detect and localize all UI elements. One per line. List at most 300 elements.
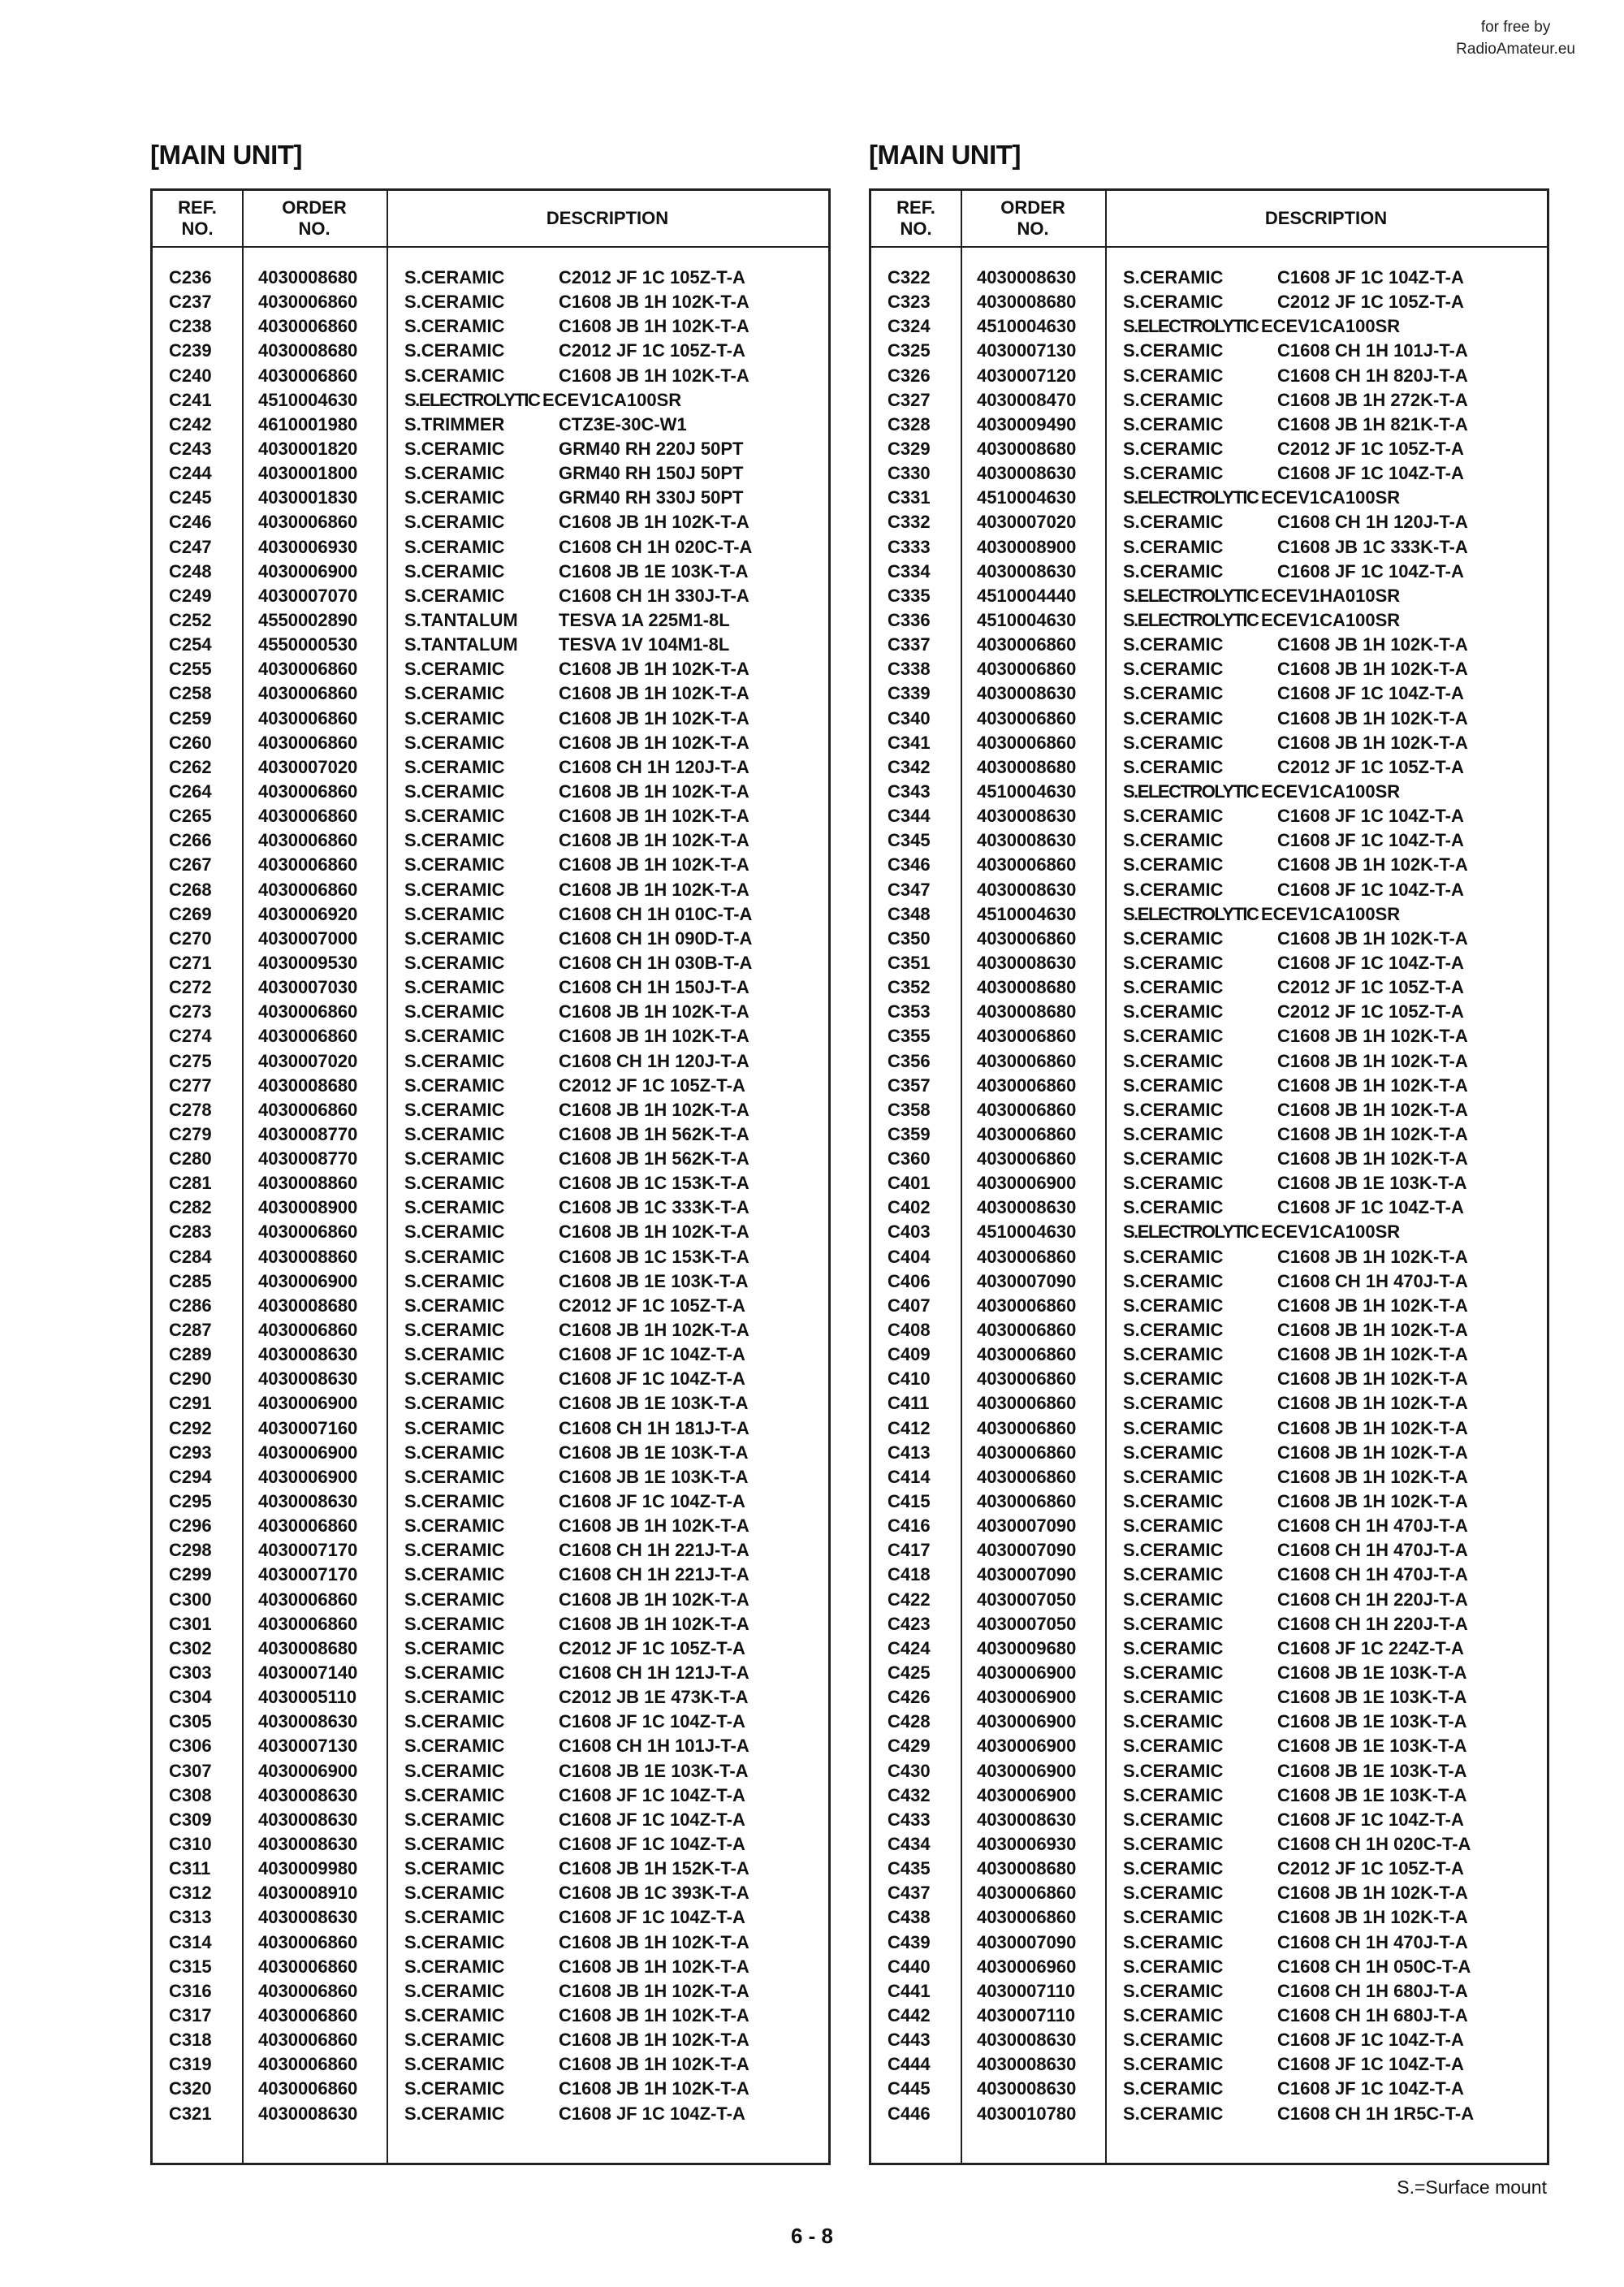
part-spec-cell: C1608 JB 1C 333K-T-A bbox=[559, 1197, 749, 1218]
ref-no-cell: C442 bbox=[888, 2004, 931, 2025]
ref-no-cell: C330 bbox=[888, 463, 931, 484]
order-no-cell: 4030009530 bbox=[258, 952, 358, 973]
part-spec-cell: ECEV1CA100SR bbox=[1261, 780, 1401, 802]
order-no-cell: 4030008470 bbox=[977, 389, 1077, 410]
order-no-cell: 4030007090 bbox=[977, 1270, 1077, 1291]
ref-no-cell: C346 bbox=[888, 854, 931, 875]
table-row bbox=[871, 2102, 1547, 2126]
ref-no-cell: C243 bbox=[169, 438, 212, 459]
part-type-cell: S.CERAMIC bbox=[404, 756, 505, 777]
part-type-cell: S.CERAMIC bbox=[1123, 1662, 1224, 1684]
part-spec-cell: GRM40 RH 330J 50PT bbox=[559, 487, 744, 508]
order-no-cell: 4030006860 bbox=[258, 512, 358, 533]
ref-no-header: REF. NO. bbox=[178, 197, 217, 239]
table-row bbox=[871, 1734, 1547, 1758]
table-row bbox=[153, 1441, 828, 1465]
table-row bbox=[871, 1661, 1547, 1685]
part-type-cell: S.CERAMIC bbox=[1123, 389, 1224, 410]
left-section-title: [MAIN UNIT] bbox=[150, 140, 302, 170]
page-number: 6 - 8 bbox=[790, 2224, 834, 2248]
order-no-cell: 4030006860 bbox=[977, 1466, 1077, 1487]
part-type-cell: S.CERAMIC bbox=[1123, 1417, 1224, 1438]
part-spec-cell: C1608 JB 1E 103K-T-A bbox=[559, 1760, 749, 1781]
ref-no-cell: C418 bbox=[888, 1564, 931, 1585]
order-no-cell: 4030008630 bbox=[977, 806, 1077, 827]
part-type-cell: S.CERAMIC bbox=[1123, 1687, 1224, 1708]
ref-no-cell: C314 bbox=[169, 1931, 212, 1952]
order-no-cell: 4030008630 bbox=[977, 560, 1077, 581]
part-type-cell: S.CERAMIC bbox=[1123, 756, 1224, 777]
part-type-cell: S.CERAMIC bbox=[404, 1637, 505, 1658]
ref-no-cell: C282 bbox=[169, 1197, 212, 1218]
ref-no-cell: C403 bbox=[888, 1221, 931, 1243]
part-spec-cell: C1608 CH 1H 221J-T-A bbox=[559, 1540, 749, 1561]
order-no-cell: 4030008630 bbox=[977, 830, 1077, 851]
ref-no-cell: C259 bbox=[169, 707, 212, 728]
part-spec-cell: C1608 JB 1H 102K-T-A bbox=[559, 1613, 749, 1634]
table-row bbox=[153, 2004, 828, 2028]
part-type-cell: S.CERAMIC bbox=[404, 1197, 505, 1218]
part-spec-cell: C1608 CH 1H 020C-T-A bbox=[1277, 1834, 1471, 1854]
ref-no-cell: C426 bbox=[888, 1687, 931, 1708]
part-spec-cell: C2012 JF 1C 105Z-T-A bbox=[559, 340, 745, 361]
part-type-cell: S.CERAMIC bbox=[1123, 1320, 1224, 1341]
ref-no-cell: C255 bbox=[169, 659, 212, 680]
order-no-cell: 4030006860 bbox=[258, 1320, 358, 1341]
part-spec-cell: C1608 CH 1H 121J-T-A bbox=[559, 1662, 749, 1684]
ref-no-cell: C434 bbox=[888, 1834, 931, 1854]
order-no-cell: 4030006860 bbox=[258, 2078, 358, 2099]
table-row bbox=[871, 1685, 1547, 1710]
part-spec-cell: C1608 JF 1C 104Z-T-A bbox=[559, 1809, 745, 1830]
order-no-cell: 4030006900 bbox=[258, 1760, 358, 1781]
ref-no-cell: C280 bbox=[169, 1148, 212, 1169]
order-no-cell: 4510004630 bbox=[977, 609, 1077, 630]
table-row bbox=[871, 2077, 1547, 2101]
part-type-cell: S.CERAMIC bbox=[1123, 2103, 1224, 2124]
order-no-cell: 4030008630 bbox=[977, 2054, 1077, 2075]
part-spec-cell: C1608 JB 1H 102K-T-A bbox=[1277, 1491, 1468, 1512]
part-spec-cell: C1608 CH 1H 470J-T-A bbox=[1277, 1564, 1468, 1585]
order-no-cell: 4030007130 bbox=[258, 1736, 358, 1757]
part-type-cell: S.CERAMIC bbox=[404, 438, 505, 459]
order-no-cell: 4030008860 bbox=[258, 1246, 358, 1267]
order-no-cell: 4030006860 bbox=[977, 1883, 1077, 1904]
table-row bbox=[153, 486, 828, 510]
part-spec-cell: C1608 JB 1E 103K-T-A bbox=[559, 1442, 749, 1463]
part-spec-cell: C1608 CH 1H 470J-T-A bbox=[1277, 1270, 1468, 1291]
part-type-cell: S.CERAMIC bbox=[1123, 1123, 1224, 1144]
order-no-cell: 4030006860 bbox=[977, 1050, 1077, 1071]
table-row bbox=[871, 535, 1547, 560]
table-row bbox=[871, 927, 1547, 951]
order-no-cell: 4510004440 bbox=[977, 585, 1077, 606]
part-spec-cell: C1608 JB 1H 102K-T-A bbox=[559, 2054, 749, 2075]
table-row bbox=[871, 1538, 1547, 1563]
ref-no-cell: C324 bbox=[888, 316, 931, 337]
table-row bbox=[871, 1074, 1547, 1098]
ref-no-cell: C333 bbox=[888, 536, 931, 557]
table-row bbox=[871, 584, 1547, 608]
order-no-cell: 4030005110 bbox=[258, 1687, 357, 1708]
order-no-cell: 4030008630 bbox=[258, 1907, 358, 1928]
part-type-cell: S.CERAMIC bbox=[1123, 1270, 1224, 1291]
part-spec-cell: C1608 JB 1H 562K-T-A bbox=[559, 1123, 749, 1144]
part-type-cell: S.CERAMIC bbox=[404, 977, 505, 998]
order-no-cell: 4030007050 bbox=[977, 1589, 1077, 1610]
order-no-cell: 4030008630 bbox=[977, 463, 1077, 484]
ref-no-cell: C246 bbox=[169, 512, 212, 533]
part-type-cell: S.CERAMIC bbox=[404, 1540, 505, 1561]
part-type-cell: S.CERAMIC bbox=[404, 879, 505, 900]
table-row bbox=[871, 486, 1547, 510]
part-type-cell: S.CERAMIC bbox=[404, 830, 505, 851]
order-no-cell: 4030006900 bbox=[258, 1442, 358, 1463]
left-parts-table bbox=[150, 188, 831, 2165]
order-no-cell: 4510004630 bbox=[977, 1221, 1077, 1243]
part-spec-cell: C1608 JB 1C 153K-T-A bbox=[559, 1173, 749, 1194]
part-spec-cell: C1608 CH 1H 181J-T-A bbox=[559, 1417, 749, 1438]
ref-no-cell: C328 bbox=[888, 413, 931, 434]
ref-no-cell: C258 bbox=[169, 683, 212, 704]
surface-mount-note: S.=Surface mount bbox=[1397, 2177, 1547, 2198]
ref-no-cell: C332 bbox=[888, 512, 931, 533]
ref-no-cell: C249 bbox=[169, 585, 212, 606]
order-no-cell: 4030006900 bbox=[258, 1466, 358, 1487]
part-type-cell: S.CERAMIC bbox=[1123, 1736, 1224, 1757]
table-row bbox=[871, 1563, 1547, 1587]
part-spec-cell: C1608 JB 1H 102K-T-A bbox=[1277, 1026, 1468, 1047]
table-row bbox=[153, 853, 828, 877]
table-row bbox=[871, 902, 1547, 927]
ref-no-cell: C248 bbox=[169, 560, 212, 581]
ref-no-cell: C341 bbox=[888, 732, 931, 753]
ref-no-cell: C320 bbox=[169, 2078, 212, 2099]
ref-no-cell: C340 bbox=[888, 707, 931, 728]
ref-no-cell: C274 bbox=[169, 1026, 212, 1047]
part-spec-cell: C1608 JB 1H 102K-T-A bbox=[1277, 1907, 1468, 1928]
order-no-cell: 4030007090 bbox=[977, 1931, 1077, 1952]
part-type-cell: S.CERAMIC bbox=[404, 1099, 505, 1120]
table-row bbox=[153, 1685, 828, 1710]
part-type-cell: S.CERAMIC bbox=[1123, 707, 1224, 728]
order-no-cell: 4030006860 bbox=[977, 1295, 1077, 1316]
part-type-cell: S.CERAMIC bbox=[404, 1368, 505, 1390]
ref-no-cell: C254 bbox=[169, 634, 212, 655]
order-no-cell: 4030006860 bbox=[258, 732, 358, 753]
order-no-cell: 4030006860 bbox=[977, 659, 1077, 680]
part-type-cell: S.CERAMIC bbox=[1123, 1834, 1224, 1854]
part-spec-cell: C1608 JF 1C 104Z-T-A bbox=[559, 1491, 745, 1512]
part-type-cell: S.CERAMIC bbox=[1123, 463, 1224, 484]
order-no-cell: 4510004630 bbox=[977, 316, 1077, 337]
ref-no-cell: C321 bbox=[169, 2103, 212, 2124]
table-row bbox=[871, 853, 1547, 877]
part-spec-cell: C1608 JB 1H 102K-T-A bbox=[559, 512, 749, 533]
order-no-cell: 4030006860 bbox=[258, 365, 358, 386]
table-row bbox=[153, 560, 828, 584]
table-row bbox=[871, 1195, 1547, 1220]
ref-no-cell: C337 bbox=[888, 634, 931, 655]
part-spec-cell: C1608 JB 1H 102K-T-A bbox=[559, 1001, 749, 1022]
order-no-cell: 4030007160 bbox=[258, 1417, 358, 1438]
table-row bbox=[871, 828, 1547, 853]
part-type-cell: S.CERAMIC bbox=[404, 2078, 505, 2099]
ref-no-cell: C279 bbox=[169, 1123, 212, 1144]
part-type-cell: S.CERAMIC bbox=[1123, 1980, 1224, 2001]
table-row bbox=[871, 339, 1547, 363]
order-no-cell: 4030008860 bbox=[258, 1173, 358, 1194]
order-no-cell: 4030006860 bbox=[977, 1417, 1077, 1438]
table-row bbox=[871, 1465, 1547, 1489]
part-spec-cell: C1608 CH 1H 820J-T-A bbox=[1277, 365, 1468, 386]
order-no-cell: 4030006860 bbox=[977, 707, 1077, 728]
order-no-cell: 4030006860 bbox=[258, 683, 358, 704]
ref-no-cell: C309 bbox=[169, 1809, 212, 1830]
part-type-cell: S.CERAMIC bbox=[404, 1564, 505, 1585]
table-row bbox=[871, 1098, 1547, 1122]
order-no-cell: 4030006860 bbox=[977, 634, 1077, 655]
table-row bbox=[153, 1759, 828, 1783]
ref-no-cell: C307 bbox=[169, 1760, 212, 1781]
part-type-cell: S.CERAMIC bbox=[404, 2054, 505, 2075]
part-spec-cell: C1608 JB 1H 102K-T-A bbox=[559, 316, 749, 337]
ref-no-cell: C316 bbox=[169, 1980, 212, 2001]
part-spec-cell: C1608 JB 1H 102K-T-A bbox=[559, 292, 749, 313]
table-row bbox=[153, 1710, 828, 1734]
ref-no-cell: C345 bbox=[888, 830, 931, 851]
table-row bbox=[153, 755, 828, 780]
order-no-cell: 4030008630 bbox=[977, 2030, 1077, 2051]
part-spec-cell: C1608 CH 1H 220J-T-A bbox=[1277, 1613, 1468, 1634]
order-no-cell: 4030006860 bbox=[258, 292, 358, 313]
ref-no-cell: C295 bbox=[169, 1491, 212, 1512]
order-no-cell: 4030010780 bbox=[977, 2103, 1077, 2124]
ref-no-cell: C356 bbox=[888, 1050, 931, 1071]
table-row bbox=[871, 1832, 1547, 1857]
part-spec-cell: C1608 CH 1H 120J-T-A bbox=[1277, 512, 1468, 533]
order-no-cell: 4030006860 bbox=[258, 1980, 358, 2001]
part-type-cell: S.CERAMIC bbox=[1123, 952, 1224, 973]
order-no-cell: 4550002890 bbox=[258, 609, 358, 630]
part-type-cell: S.CERAMIC bbox=[1123, 1540, 1224, 1561]
part-type-cell: S.CERAMIC bbox=[404, 1515, 505, 1537]
table-row bbox=[153, 413, 828, 437]
part-spec-cell: C1608 JB 1H 102K-T-A bbox=[1277, 732, 1468, 753]
ref-no-cell: C413 bbox=[888, 1442, 931, 1463]
part-spec-cell: C1608 JF 1C 104Z-T-A bbox=[1277, 952, 1464, 973]
ref-no-cell: C277 bbox=[169, 1074, 212, 1096]
ref-no-cell: C441 bbox=[888, 1980, 931, 2001]
part-type-cell: S.CERAMIC bbox=[1123, 1466, 1224, 1487]
order-no-cell: 4030008630 bbox=[977, 879, 1077, 900]
part-type-cell: S.CERAMIC bbox=[404, 365, 505, 386]
table-row bbox=[871, 1612, 1547, 1636]
part-type-cell: S.CERAMIC bbox=[404, 463, 505, 484]
part-type-cell: S.CERAMIC bbox=[404, 1173, 505, 1194]
table-row bbox=[871, 1955, 1547, 1979]
ref-no-cell: C417 bbox=[888, 1540, 931, 1561]
part-type-cell: S.CERAMIC bbox=[1123, 977, 1224, 998]
table-row bbox=[871, 1881, 1547, 1905]
part-type-cell: S.CERAMIC bbox=[1123, 1784, 1224, 1805]
ref-no-cell: C424 bbox=[888, 1637, 931, 1658]
table-row bbox=[871, 1710, 1547, 1734]
part-spec-cell: C1608 JB 1E 103K-T-A bbox=[559, 1270, 749, 1291]
part-spec-cell: C1608 CH 1H 220J-T-A bbox=[1277, 1589, 1468, 1610]
part-type-cell: S.CERAMIC bbox=[1123, 560, 1224, 581]
table-row bbox=[153, 1588, 828, 1612]
part-type-cell: S.ELECTROLYTIC bbox=[1123, 585, 1259, 606]
ref-no-cell: C326 bbox=[888, 365, 931, 386]
part-spec-cell: C1608 JB 1E 103K-T-A bbox=[1277, 1173, 1467, 1194]
part-spec-cell: ECEV1HA010SR bbox=[1261, 585, 1401, 606]
part-type-cell: S.CERAMIC bbox=[404, 267, 505, 287]
table-row bbox=[153, 266, 828, 290]
part-spec-cell: C1608 JB 1H 102K-T-A bbox=[559, 1026, 749, 1047]
part-type-cell: S.CERAMIC bbox=[404, 1858, 505, 1879]
part-type-cell: S.CERAMIC bbox=[404, 1393, 505, 1414]
order-no-cell: 4030006900 bbox=[977, 1760, 1077, 1781]
part-spec-cell: C1608 CH 1H 680J-T-A bbox=[1277, 1980, 1468, 2001]
part-type-cell: S.CERAMIC bbox=[404, 1417, 505, 1438]
ref-no-cell: C329 bbox=[888, 438, 931, 459]
order-no-cell: 4030009680 bbox=[977, 1637, 1077, 1658]
order-no-cell: 4030006860 bbox=[977, 732, 1077, 753]
order-no-cell: 4030006860 bbox=[977, 1907, 1077, 1928]
order-no-cell: 4030006860 bbox=[258, 316, 358, 337]
part-spec-cell: C1608 CH 1H 120J-T-A bbox=[559, 1050, 749, 1071]
order-no-cell: 4030008630 bbox=[258, 2103, 358, 2124]
part-type-cell: S.CERAMIC bbox=[1123, 1613, 1224, 1634]
ref-no-cell: C411 bbox=[888, 1393, 930, 1414]
order-no-cell: 4030008770 bbox=[258, 1148, 358, 1169]
ref-no-cell: C267 bbox=[169, 854, 212, 875]
order-no-cell: 4030006900 bbox=[977, 1687, 1077, 1708]
order-no-cell: 4610001980 bbox=[258, 413, 358, 434]
part-type-cell: S.CERAMIC bbox=[1123, 365, 1224, 386]
order-no-cell: 4030006860 bbox=[977, 1491, 1077, 1512]
ref-no-cell: C244 bbox=[169, 463, 212, 484]
table-row bbox=[153, 804, 828, 828]
table-row bbox=[153, 633, 828, 657]
order-no-cell: 4030006860 bbox=[258, 830, 358, 851]
order-no-cell: 4030001800 bbox=[258, 463, 358, 484]
part-type-cell: S.CERAMIC bbox=[404, 585, 505, 606]
ref-no-cell: C301 bbox=[169, 1613, 212, 1634]
ref-no-cell: C435 bbox=[888, 1858, 931, 1879]
ref-no-cell: C237 bbox=[169, 292, 212, 313]
order-no-cell: 4030006860 bbox=[258, 1515, 358, 1537]
part-spec-cell: C2012 JF 1C 105Z-T-A bbox=[1277, 1858, 1464, 1879]
order-no-cell: 4030007030 bbox=[258, 977, 358, 998]
table-row bbox=[871, 560, 1547, 584]
table-row bbox=[871, 1905, 1547, 1930]
part-spec-cell: C2012 JF 1C 105Z-T-A bbox=[1277, 756, 1464, 777]
table-row bbox=[871, 731, 1547, 755]
order-no-cell: 4030006860 bbox=[977, 1442, 1077, 1463]
table-row bbox=[153, 1489, 828, 1514]
ref-no-cell: C414 bbox=[888, 1466, 931, 1487]
order-no-cell: 4030006900 bbox=[977, 1662, 1077, 1684]
part-type-cell: S.CERAMIC bbox=[1123, 1907, 1224, 1928]
part-type-cell: S.CERAMIC bbox=[404, 1295, 505, 1316]
order-no-cell: 4030006900 bbox=[977, 1784, 1077, 1805]
ref-no-cell: C284 bbox=[169, 1246, 212, 1267]
part-spec-cell: C2012 JF 1C 105Z-T-A bbox=[559, 1295, 745, 1316]
part-spec-cell: C1608 JB 1H 102K-T-A bbox=[1277, 1123, 1468, 1144]
watermark-line-2: RadioAmateur.eu bbox=[1456, 41, 1575, 58]
part-spec-cell: C1608 CH 1H 470J-T-A bbox=[1277, 1515, 1468, 1537]
part-type-cell: S.ELECTROLYTIC bbox=[1123, 903, 1259, 924]
part-spec-cell: C1608 CH 1H 470J-T-A bbox=[1277, 1931, 1468, 1952]
part-spec-cell: C1608 JB 1H 102K-T-A bbox=[559, 1515, 749, 1537]
part-type-cell: S.CERAMIC bbox=[404, 1123, 505, 1144]
part-type-cell: S.CERAMIC bbox=[1123, 536, 1224, 557]
ref-no-cell: C428 bbox=[888, 1711, 931, 1732]
part-type-cell: S.CERAMIC bbox=[1123, 512, 1224, 533]
table-row bbox=[871, 1245, 1547, 1269]
order-no-cell: 4030008680 bbox=[977, 1001, 1077, 1022]
ref-no-cell: C303 bbox=[169, 1662, 212, 1684]
ref-no-cell: C416 bbox=[888, 1515, 931, 1537]
part-spec-cell: ECEV1CA100SR bbox=[1261, 316, 1401, 337]
order-no-cell: 4030006860 bbox=[258, 780, 358, 802]
part-type-cell: S.CERAMIC bbox=[404, 1148, 505, 1169]
part-type-cell: S.CERAMIC bbox=[404, 512, 505, 533]
order-no-cell: 4030006860 bbox=[258, 2054, 358, 2075]
part-spec-cell: C1608 JF 1C 104Z-T-A bbox=[559, 1711, 745, 1732]
order-no-cell: 4030008900 bbox=[977, 536, 1077, 557]
table-row bbox=[153, 461, 828, 486]
ref-no-cell: C360 bbox=[888, 1148, 931, 1169]
table-row bbox=[153, 1245, 828, 1269]
ref-no-cell: C272 bbox=[169, 977, 212, 998]
table-row bbox=[871, 951, 1547, 975]
ref-no-cell: C270 bbox=[169, 927, 212, 949]
part-spec-cell: C1608 JB 1H 102K-T-A bbox=[559, 2004, 749, 2025]
order-no-cell: 4030006900 bbox=[977, 1173, 1077, 1194]
part-type-cell: S.CERAMIC bbox=[1123, 267, 1224, 287]
table-row bbox=[153, 1734, 828, 1758]
ref-no-cell: C433 bbox=[888, 1809, 931, 1830]
part-spec-cell: C1608 JF 1C 104Z-T-A bbox=[1277, 683, 1464, 704]
part-type-cell: S.CERAMIC bbox=[1123, 659, 1224, 680]
part-spec-cell: C1608 JB 1H 102K-T-A bbox=[1277, 1295, 1468, 1316]
part-spec-cell: C2012 JF 1C 105Z-T-A bbox=[559, 267, 745, 287]
part-type-cell: S.CERAMIC bbox=[404, 1442, 505, 1463]
table-row bbox=[871, 1441, 1547, 1465]
table-row bbox=[153, 339, 828, 363]
table-row bbox=[153, 1979, 828, 2004]
part-spec-cell: C1608 JB 1H 821K-T-A bbox=[1277, 413, 1468, 434]
ref-no-cell: C283 bbox=[169, 1221, 212, 1243]
part-type-cell: S.CERAMIC bbox=[404, 340, 505, 361]
table-row bbox=[153, 2102, 828, 2126]
order-no-cell: 4030008680 bbox=[977, 977, 1077, 998]
part-type-cell: S.CERAMIC bbox=[404, 1320, 505, 1341]
part-spec-cell: C1608 JF 1C 104Z-T-A bbox=[1277, 806, 1464, 827]
part-spec-cell: C1608 JB 1H 102K-T-A bbox=[1277, 1246, 1468, 1267]
table-row bbox=[153, 2077, 828, 2101]
part-spec-cell: ECEV1CA100SR bbox=[1261, 903, 1401, 924]
part-spec-cell: C1608 JB 1H 102K-T-A bbox=[1277, 1074, 1468, 1096]
part-spec-cell: C1608 JF 1C 104Z-T-A bbox=[559, 1834, 745, 1854]
ref-no-cell: C242 bbox=[169, 413, 212, 434]
description-header: DESCRIPTION bbox=[1264, 208, 1388, 228]
part-type-cell: S.CERAMIC bbox=[1123, 1246, 1224, 1267]
table-row bbox=[153, 1832, 828, 1857]
